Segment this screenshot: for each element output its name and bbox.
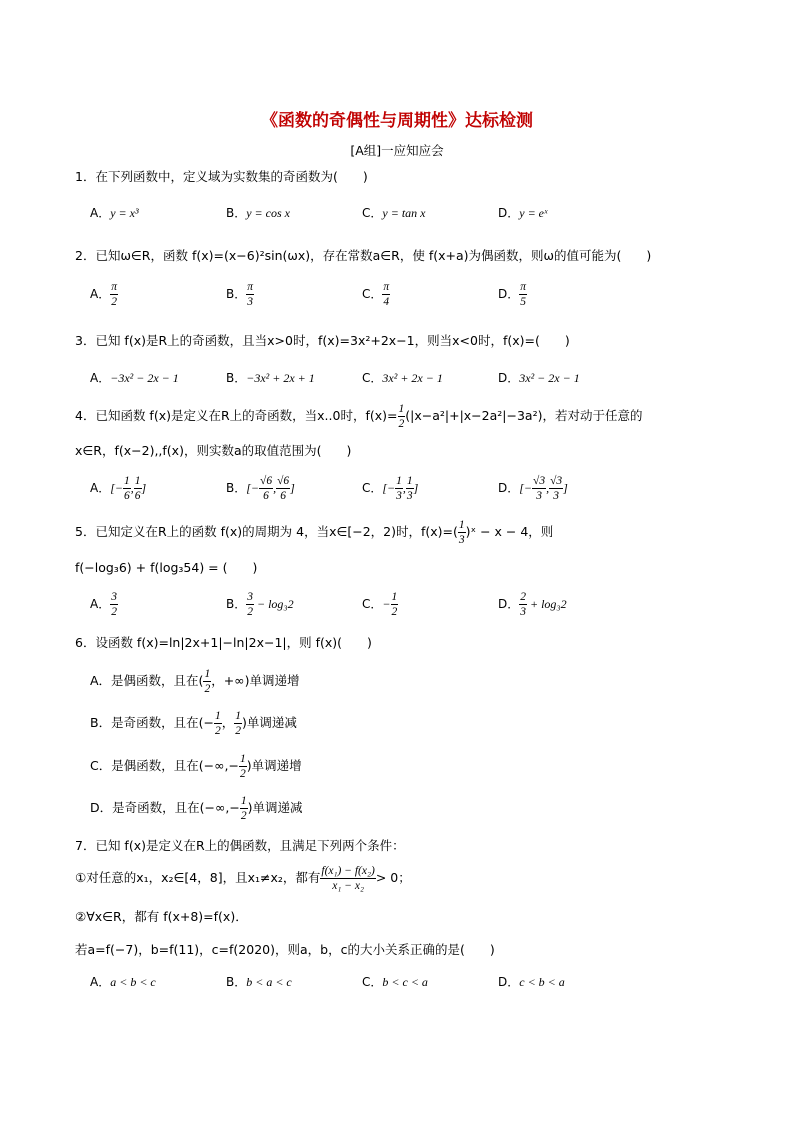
q1-option-b[interactable]: B．y = cos x	[226, 206, 290, 220]
q7-option-d[interactable]: D．c < b < a	[498, 975, 565, 989]
q4-option-c[interactable]: C．[− $\frac{1}{3}$ , $\frac{1}{3}$ ]	[362, 475, 419, 502]
q6-option-a[interactable]: A．是偶函数，且在( $\frac{1}{2}$ ，+∞)单调递增	[90, 668, 300, 695]
question-4-stem-line2: x∈R，f(x−2),,f(x)，则实数a的取值范围为( )	[75, 443, 352, 458]
q1-option-a[interactable]: A．y = x³	[90, 206, 139, 220]
question-7-stem: 7．已知 f(x)是定义在R上的偶函数，且满足下列两个条件：	[75, 838, 405, 853]
q4-option-b[interactable]: B．[− $\frac{√6}{6}$ , $\frac{√6}{6}$ ]	[226, 475, 295, 502]
question-7-stem-line3: 若a=f(−7)，b=f(11)，c=f(2020)，则a，b，c的大小关系正确的是( )	[75, 942, 495, 957]
q1-option-d[interactable]: D．y = eˣ	[498, 206, 548, 220]
q6-option-d[interactable]: D．是奇函数，且在(−∞,− $\frac{1}{2}$ )单调递减	[90, 795, 303, 822]
q7-option-c[interactable]: C．b < c < a	[362, 975, 428, 989]
q6-option-c[interactable]: C．是偶函数，且在(−∞,− $\frac{1}{2}$ )单调递增	[90, 753, 302, 780]
question-6-stem: 6．设函数 f(x)=ln|2x+1|−ln|2x−1|，则 f(x)( )	[75, 635, 372, 650]
q3-option-c[interactable]: C．3x² + 2x − 1	[362, 371, 443, 385]
question-5-stem: 5．已知定义在R上的函数 f(x)的周期为 4，当x∈[−2，2)时，f(x)=( $\frac{1}{3}$ )ˣ − x − 4，则	[75, 519, 554, 546]
question-7-condition-2: ②∀x∈R，都有 f(x+8)=f(x)．	[75, 909, 248, 924]
question-7-condition-1: ①对任意的x₁，x₂∈[4，8]，且x₁≠x₂，都有 $\frac{\text{f(x₁) − f(x₂)}}{\text{x₁ − x₂}}$ > 0；	[75, 865, 411, 892]
q4-option-a[interactable]: A．[− $\frac{1}{6}$ , $\frac{1}{6}$ ]	[90, 475, 147, 502]
q2-option-c[interactable]: C． $\frac{\pi}{4}$	[362, 281, 390, 308]
page-title: 《函数的奇偶性与周期性》达标检测	[261, 111, 533, 131]
q2-option-a[interactable]: A． $\frac{\pi}{2}$	[90, 281, 117, 308]
q5-option-a[interactable]: A． $\frac{3}{2}$	[90, 591, 117, 618]
q5-option-d[interactable]: D． $\frac{2}{3}$ + log₃2	[498, 591, 567, 618]
q6-option-b[interactable]: B．是奇函数，且在(− $\frac{1}{2}$ ， $\frac{1}{2}$ )单调递减	[90, 710, 297, 737]
q3-option-b[interactable]: B．−3x² + 2x + 1	[226, 371, 315, 385]
q7-option-b[interactable]: B．b < a < c	[226, 975, 292, 989]
question-5-stem-line2: f(−log₃6) + f(log₃54) = ( )	[75, 560, 258, 575]
q1-option-c[interactable]: C．y = tan x	[362, 206, 426, 220]
q2-option-b[interactable]: B． $\frac{\pi}{3}$	[226, 281, 253, 308]
section-subtitle: [A组]一应知应会	[350, 143, 444, 158]
q3-option-d[interactable]: D．3x² − 2x − 1	[498, 371, 580, 385]
question-3-stem: 3．已知 f(x)是R上的奇函数，且当x>0时，f(x)=3x²+2x−1，则当x<0时，f(x)=( )	[75, 333, 570, 348]
q2-option-d[interactable]: D． $\frac{\pi}{5}$	[498, 281, 527, 308]
question-4-stem: 4．已知函数 f(x)是定义在R上的奇函数，当x..0时，f(x)= $\frac{1}{2}$ (|x−a²|+|x−2a²|−3a²)，若对动于任意的	[75, 403, 643, 430]
q4-option-d[interactable]: D．[− $\frac{√3}{3}$ , $\frac{√3}{3}$ ]	[498, 475, 568, 502]
question-2-stem: 2．已知ω∈R，函数 f(x)=(x−6)²sin(ωx)，存在常数a∈R，使 f(x+a)为偶函数，则ω的值可能为( )	[75, 248, 652, 263]
q7-option-a[interactable]: A．a < b < c	[90, 975, 156, 989]
q5-option-c[interactable]: C．− $\frac{1}{2}$	[362, 591, 398, 618]
q5-option-b[interactable]: B． $\frac{3}{2}$ − log₃2	[226, 591, 294, 618]
q3-option-a[interactable]: A．−3x² − 2x − 1	[90, 371, 179, 385]
question-1-stem: 1．在下列函数中，定义域为实数集的奇函数为( )	[75, 169, 368, 184]
